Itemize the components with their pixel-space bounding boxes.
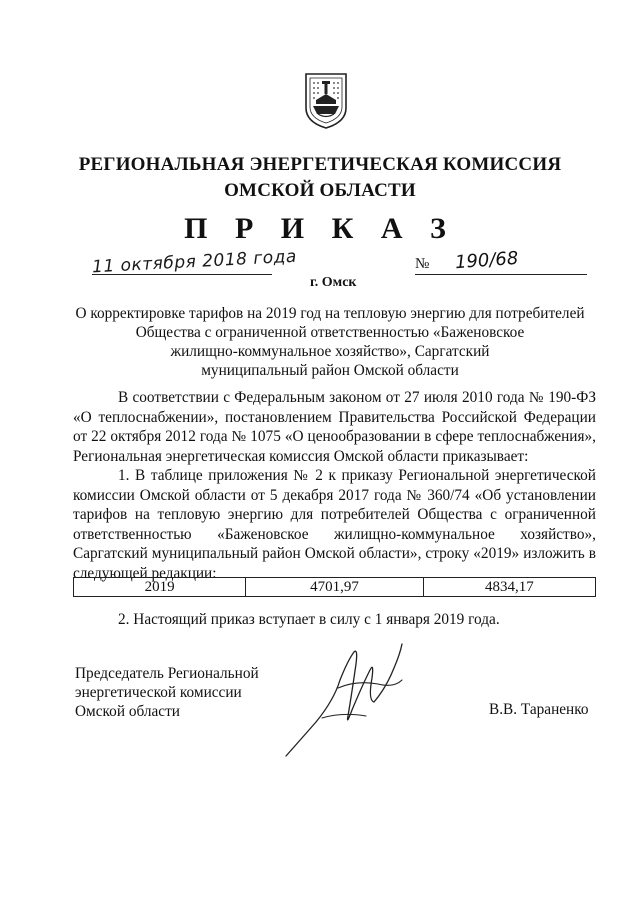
signatory-role-line3: Омской области xyxy=(75,703,180,720)
organization-title-line1: РЕГИОНАЛЬНАЯ ЭНЕРГЕТИЧЕСКАЯ КОМИССИЯ xyxy=(78,154,562,175)
city-label: г. Омск xyxy=(310,275,357,290)
signatory-name: В.В. Тараненко xyxy=(489,701,589,718)
handwritten-date: 11 октября 2018 года xyxy=(91,246,298,278)
handwritten-signature xyxy=(282,630,432,760)
table-cell-tariff-1: 4701,97 xyxy=(246,578,423,597)
clause-2-paragraph: 2. Настоящий приказ вступает в силу с 1 января 2019 года. xyxy=(118,611,500,628)
table-cell-tariff-2: 4834,17 xyxy=(423,578,595,597)
subject-line: жилищно-коммунальное хозяйство», Саргатский xyxy=(170,343,490,360)
date-underline xyxy=(92,274,272,275)
table-cell-year: 2019 xyxy=(74,578,246,597)
signatory-role-line1: Председатель Региональной xyxy=(75,665,259,682)
tariff-table xyxy=(73,577,596,597)
handwritten-document-number: 190/68 xyxy=(454,247,519,274)
subject-line: О корректировке тарифов на 2019 год на тепловую энергию для потребителей xyxy=(75,305,585,322)
subject-line: Общества с ограниченной ответственностью «Баженовское xyxy=(135,324,525,341)
organization-title-line2: ОМСКОЙ ОБЛАСТИ xyxy=(224,180,416,201)
number-underline xyxy=(415,274,587,275)
clause-1-paragraph: 1. В таблице приложения № 2 к приказу Региональной энергетической комиссии Омской области от 5 декабря 2017 года № 360/74 «Об установлении тарифов на тепловую энергию для потребителей Общества с ограниченной ответственностью «Баженовское жилищно-коммунальное хозяйство», Саргатский муниципальный район Омской области», строку «2019» изложить в следующей редакции: xyxy=(73,467,596,582)
table-row xyxy=(74,578,596,597)
document-type-title: П Р И К А З xyxy=(184,212,456,245)
coat-of-arms-emblem xyxy=(302,68,350,130)
signatory-role-line2: энергетической комиссии xyxy=(75,684,242,701)
subject-line: муниципальный район Омской области xyxy=(201,362,459,379)
order-subject xyxy=(60,304,600,380)
preamble-paragraph: В соответствии с Федеральным законом от 27 июля 2010 года № 190-ФЗ «О теплоснабжении», постановлением Правительства Российской Федерации от 22 октября 2012 года № 1075 «О ценообразовании в сфере теплоснабжения», Региональная энергетическая комиссия Омской области приказывает: xyxy=(73,389,596,465)
number-sign: № xyxy=(415,256,430,272)
